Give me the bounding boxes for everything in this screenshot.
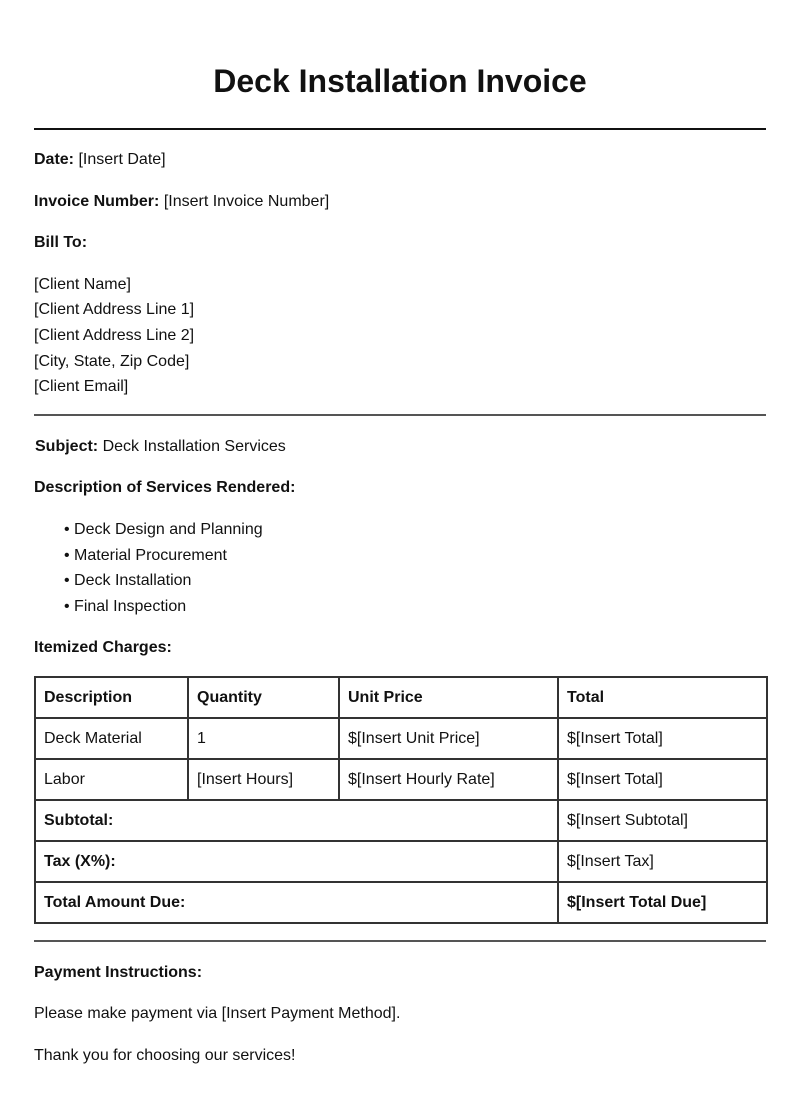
client-email: [Client Email]	[34, 378, 129, 395]
tax-value: $[Insert Tax]	[558, 841, 767, 882]
cell-total: $[Insert Total]	[558, 718, 767, 759]
table-header-row	[35, 677, 767, 718]
total-due-value: $[Insert Total Due]	[558, 882, 767, 923]
cell-total: $[Insert Total]	[558, 759, 767, 800]
service-item: • Deck Design and Planning	[64, 521, 263, 538]
column-header-total: Total	[558, 677, 767, 718]
table-row	[35, 718, 767, 759]
tax-row	[35, 841, 767, 882]
invoice-number-label: Invoice Number:	[34, 193, 160, 210]
payment-text: Please make payment via [Insert Payment Method].	[34, 1005, 401, 1022]
date-value: [Insert Date]	[78, 151, 166, 168]
bill-to-label: Bill To:	[34, 234, 88, 251]
column-header-quantity: Quantity	[188, 677, 339, 718]
table-divider	[34, 940, 766, 942]
client-city-state-zip: [City, State, Zip Code]	[34, 353, 190, 370]
subtotal-row	[35, 800, 767, 841]
itemized-charges-heading: Itemized Charges:	[34, 639, 172, 656]
subtotal-value: $[Insert Subtotal]	[558, 800, 767, 841]
client-name: [Client Name]	[34, 276, 131, 293]
client-divider	[34, 414, 766, 416]
cell-quantity: [Insert Hours]	[188, 759, 339, 800]
invoice-title: Deck Installation Invoice	[213, 63, 587, 99]
service-item: • Material Procurement	[64, 547, 227, 564]
payment-heading: Payment Instructions:	[34, 964, 203, 981]
cell-unit-price: $[Insert Unit Price]	[339, 718, 558, 759]
subject-line	[35, 437, 286, 457]
service-item: • Deck Installation	[64, 572, 192, 589]
column-header-unit-price: Unit Price	[339, 677, 558, 718]
table-row	[35, 759, 767, 800]
client-address-line-1: [Client Address Line 1]	[34, 301, 195, 318]
cell-description: Labor	[35, 759, 188, 800]
services-heading: Description of Services Rendered:	[34, 479, 296, 496]
total-due-label: Total Amount Due:	[35, 882, 558, 923]
cell-quantity: 1	[188, 718, 339, 759]
date-label: Date:	[34, 151, 75, 168]
client-address-line-2: [Client Address Line 2]	[34, 327, 195, 344]
date-line	[34, 150, 166, 170]
itemized-charges-table	[34, 676, 768, 924]
total-due-row	[35, 882, 767, 923]
subject-value: Deck Installation Services	[102, 438, 286, 455]
subtotal-label: Subtotal:	[35, 800, 558, 841]
cell-description: Deck Material	[35, 718, 188, 759]
service-item: • Final Inspection	[64, 598, 187, 615]
title-divider	[34, 128, 766, 130]
column-header-description: Description	[35, 677, 188, 718]
subject-label: Subject:	[35, 438, 99, 455]
invoice-number-line	[34, 192, 329, 212]
thank-you-text: Thank you for choosing our services!	[34, 1047, 296, 1064]
invoice-number-value: [Insert Invoice Number]	[163, 193, 330, 210]
cell-unit-price: $[Insert Hourly Rate]	[339, 759, 558, 800]
tax-label: Tax (X%):	[35, 841, 558, 882]
